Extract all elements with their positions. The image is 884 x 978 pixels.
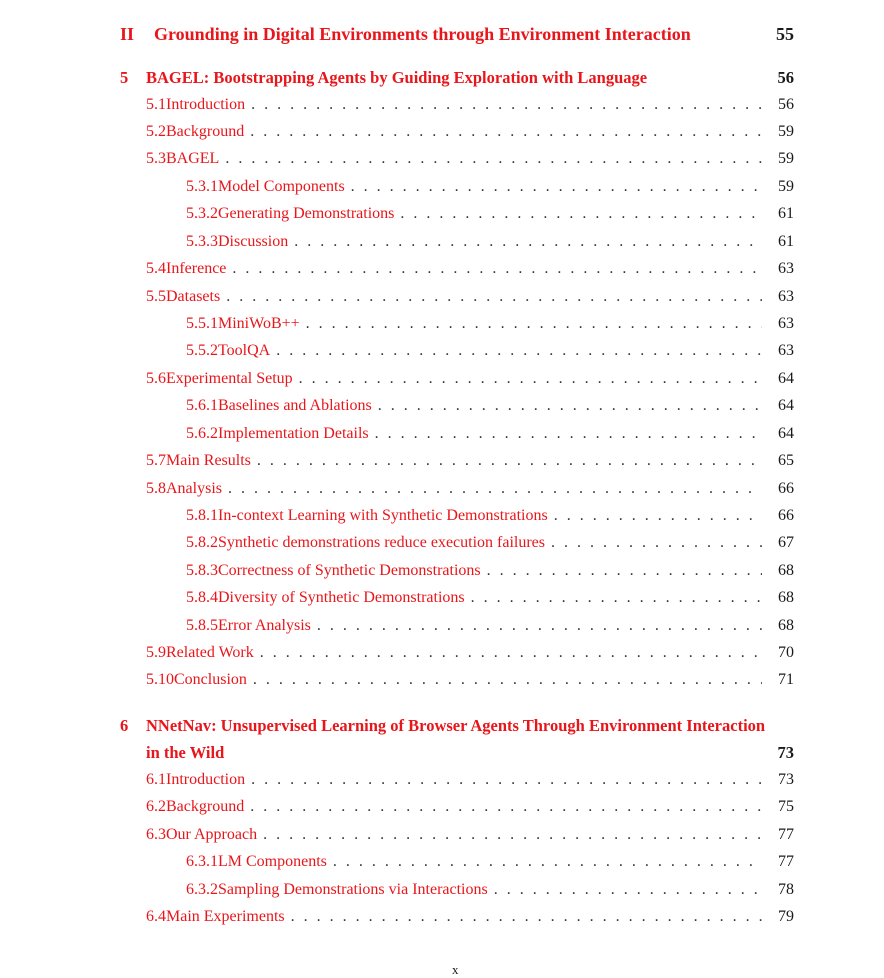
toc-entry[interactable]	[186, 425, 768, 443]
toc-entry[interactable]	[146, 644, 768, 662]
toc-entry-page: 63	[778, 315, 794, 332]
toc-entry[interactable]	[120, 24, 768, 45]
dot-leader	[378, 397, 762, 415]
toc-entry-page: 59	[778, 178, 794, 195]
toc-entry-page: 63	[778, 288, 794, 305]
dot-leader	[225, 150, 762, 168]
toc-entry-title[interactable]: Related Work	[166, 644, 254, 661]
toc-entry-number: 5.3.3	[186, 233, 218, 250]
toc-entry[interactable]	[146, 798, 768, 816]
dot-leader	[487, 562, 762, 580]
toc-entry-page: 63	[778, 342, 794, 359]
toc-entry[interactable]	[146, 288, 768, 306]
dot-leader	[251, 96, 762, 114]
dot-leader	[333, 853, 762, 871]
toc-entry-title[interactable]: MiniWoB++	[218, 315, 300, 332]
dot-leader	[375, 425, 762, 443]
toc-entry[interactable]	[186, 853, 768, 871]
toc-entry-title[interactable]: Synthetic demonstrations reduce execution failures	[218, 534, 546, 551]
toc-entry-page: 65	[778, 452, 794, 469]
toc-entry-number: 5.8.3	[186, 562, 218, 579]
toc-entry-page: 75	[778, 798, 794, 815]
toc-entry-page: 73	[777, 743, 794, 762]
dot-leader	[317, 617, 762, 635]
dot-leader	[551, 534, 762, 552]
dot-leader	[260, 644, 762, 662]
toc-entry[interactable]	[146, 908, 768, 926]
toc-entry-number: 5.8.4	[186, 589, 218, 606]
toc-entry-page: 78	[778, 881, 794, 898]
toc-entry-page: 77	[778, 853, 794, 870]
toc-entry-page: 66	[778, 507, 794, 524]
toc-entry-page: 64	[778, 397, 794, 414]
toc-entry-title[interactable]: Discussion	[218, 233, 289, 250]
toc-entry-title[interactable]: Baselines and Ablations	[218, 397, 372, 414]
toc-entry-title[interactable]: Introduction	[166, 771, 246, 788]
toc-entry-title[interactable]: In-context Learning with Synthetic Demonstrations	[218, 507, 548, 524]
dot-leader	[228, 480, 762, 498]
toc-entry-title[interactable]: Inference	[166, 260, 227, 277]
dot-leader	[306, 315, 762, 333]
toc-entry-number: 5.5	[146, 288, 166, 305]
toc-entry-page: 67	[778, 534, 794, 551]
toc-entry-number: 5.1	[146, 96, 166, 113]
toc-entry-page: 70	[778, 644, 794, 661]
dot-leader	[250, 123, 762, 141]
toc-entry[interactable]	[146, 743, 768, 763]
toc-entry[interactable]	[120, 68, 768, 88]
toc-entry-title[interactable]: Error Analysis	[218, 617, 311, 634]
toc-entry[interactable]	[146, 671, 768, 689]
toc-entry-page: 68	[778, 617, 794, 634]
toc-entry[interactable]	[146, 771, 768, 789]
toc-entry[interactable]	[146, 480, 768, 498]
dot-leader	[299, 370, 762, 388]
toc-entry-title[interactable]: ToolQA	[218, 342, 271, 359]
toc-entry[interactable]	[186, 534, 768, 552]
toc-entry-title[interactable]: Datasets	[166, 288, 221, 305]
toc-entry[interactable]	[186, 205, 768, 223]
toc-entry-page: 64	[778, 425, 794, 442]
dot-leader	[471, 589, 762, 607]
toc-entry-title[interactable]: NNetNav: Unsupervised Learning of Browser Agents Through Environment Interaction	[146, 716, 766, 735]
toc-entry-title[interactable]: Introduction	[166, 96, 246, 113]
dot-leader	[226, 288, 762, 306]
toc-entry[interactable]	[146, 150, 768, 168]
toc-entry-number: 5.6	[146, 370, 166, 387]
toc-entry-page: 64	[778, 370, 794, 387]
toc-entry-title[interactable]: Background	[166, 798, 245, 815]
dot-leader	[250, 798, 762, 816]
toc-entry-number: 5.7	[146, 452, 166, 469]
toc-entry-title[interactable]: Analysis	[166, 480, 222, 497]
toc-entry-page: 79	[778, 908, 794, 925]
toc-entry-title[interactable]: Main Experiments	[166, 908, 285, 925]
toc-entry-number: 5.8.5	[186, 617, 218, 634]
toc-entry-title[interactable]: Conclusion	[174, 671, 247, 688]
toc-entry-title[interactable]: Sampling Demonstrations via Interactions	[218, 881, 488, 898]
toc-entry-title[interactable]: Generating Demonstrations	[218, 205, 395, 222]
toc-entry-number: 5.5.2	[186, 342, 218, 359]
toc-entry-number: 5.9	[146, 644, 166, 661]
toc-entry-title[interactable]: Implementation Details	[218, 425, 369, 442]
toc-entry-number: 6.3.2	[186, 881, 218, 898]
toc-entry-number: 5.8	[146, 480, 166, 497]
toc-entry-page: 61	[778, 233, 794, 250]
toc-entry-page: 56	[778, 96, 794, 113]
toc-entry-title[interactable]: in the Wild	[146, 743, 225, 762]
toc-entry-number: 5.8.1	[186, 507, 218, 524]
toc-entry-title[interactable]: LM Components	[218, 853, 327, 870]
toc-entry[interactable]	[186, 233, 768, 251]
toc-entry[interactable]	[186, 881, 768, 899]
toc-entry-number: 6.4	[146, 908, 166, 925]
dot-leader	[232, 260, 762, 278]
toc-entry-number: 5.10	[146, 671, 174, 688]
toc-entry-number: 5.4	[146, 260, 166, 277]
toc-entry[interactable]	[146, 452, 768, 470]
toc-entry-number: 5.3	[146, 150, 166, 167]
toc-entry-title[interactable]: Experimental Setup	[166, 370, 293, 387]
toc-entry-page: 71	[778, 671, 794, 688]
toc-entry[interactable]	[146, 260, 768, 278]
dot-leader	[400, 205, 762, 223]
toc-entry[interactable]	[186, 507, 768, 525]
toc-entry[interactable]	[186, 589, 768, 607]
dot-leader	[276, 342, 762, 360]
toc-entry-page: 66	[778, 480, 794, 497]
toc-entry-number: 5.8.2	[186, 534, 218, 551]
dot-leader	[291, 908, 762, 926]
toc-entry-number: 6.2	[146, 798, 166, 815]
toc-entry-title[interactable]: Our Approach	[166, 826, 258, 843]
toc-entry[interactable]	[146, 123, 768, 141]
toc-entry[interactable]	[186, 315, 768, 333]
toc-entry-page: 61	[778, 205, 794, 222]
toc-entry-number: 6.3	[146, 826, 166, 843]
page-number-footer: x	[452, 962, 459, 977]
toc-entry[interactable]	[186, 562, 768, 580]
toc-entry[interactable]	[146, 96, 768, 114]
toc-entry-title[interactable]: BAGEL: Bootstrapping Agents by Guiding Exploration with Language	[146, 68, 648, 87]
toc-entry[interactable]	[146, 370, 768, 388]
dot-leader	[494, 881, 762, 899]
dot-leader	[257, 452, 762, 470]
toc-entry-page: 56	[777, 68, 794, 87]
toc-entry-number: 6	[120, 716, 129, 735]
toc-entry-number: 5	[120, 68, 129, 87]
dot-leader	[294, 233, 762, 251]
toc-entry-number: 6.1	[146, 771, 166, 788]
dot-leader	[554, 507, 762, 525]
toc-entry-number: 5.6.2	[186, 425, 218, 442]
dot-leader	[251, 771, 762, 789]
toc-entry-number: 5.3.2	[186, 205, 218, 222]
toc-entry-page: 59	[778, 123, 794, 140]
toc-entry[interactable]	[186, 342, 768, 360]
toc-entry-number: 5.2	[146, 123, 166, 140]
dot-leader	[263, 826, 762, 844]
toc-entry[interactable]	[186, 617, 768, 635]
toc-entry-number: 5.6.1	[186, 397, 218, 414]
toc-entry-title[interactable]: Background	[166, 123, 245, 140]
toc-entry-title[interactable]: Model Components	[218, 178, 345, 195]
toc-entry-title[interactable]: BAGEL	[166, 150, 220, 167]
toc-entry-title[interactable]: Correctness of Synthetic Demonstrations	[218, 562, 481, 579]
dot-leader	[253, 671, 762, 689]
toc-entry-title[interactable]: Grounding in Digital Environments through Environment Interaction	[154, 24, 691, 44]
toc-entry[interactable]	[146, 826, 768, 844]
toc-entry-page: 77	[778, 826, 794, 843]
toc-entry-number: 6.3.1	[186, 853, 218, 870]
toc-entry-page: 73	[778, 771, 794, 788]
toc-entry-number: II	[120, 24, 135, 44]
toc-entry-page: 68	[778, 562, 794, 579]
toc-entry-page: 59	[778, 150, 794, 167]
toc-entry-page: 68	[778, 589, 794, 606]
toc-entry-number: 5.5.1	[186, 315, 218, 332]
toc-entry-page: 55	[776, 24, 794, 44]
toc-entry-title[interactable]: Diversity of Synthetic Demonstrations	[218, 589, 465, 606]
toc-entry[interactable]	[186, 178, 768, 196]
toc-entry[interactable]	[120, 716, 768, 736]
toc-entry-number: 5.3.1	[186, 178, 218, 195]
dot-leader	[351, 178, 762, 196]
toc-entry-title[interactable]: Main Results	[166, 452, 251, 469]
toc-entry[interactable]	[186, 397, 768, 415]
toc-entry-page: 63	[778, 260, 794, 277]
